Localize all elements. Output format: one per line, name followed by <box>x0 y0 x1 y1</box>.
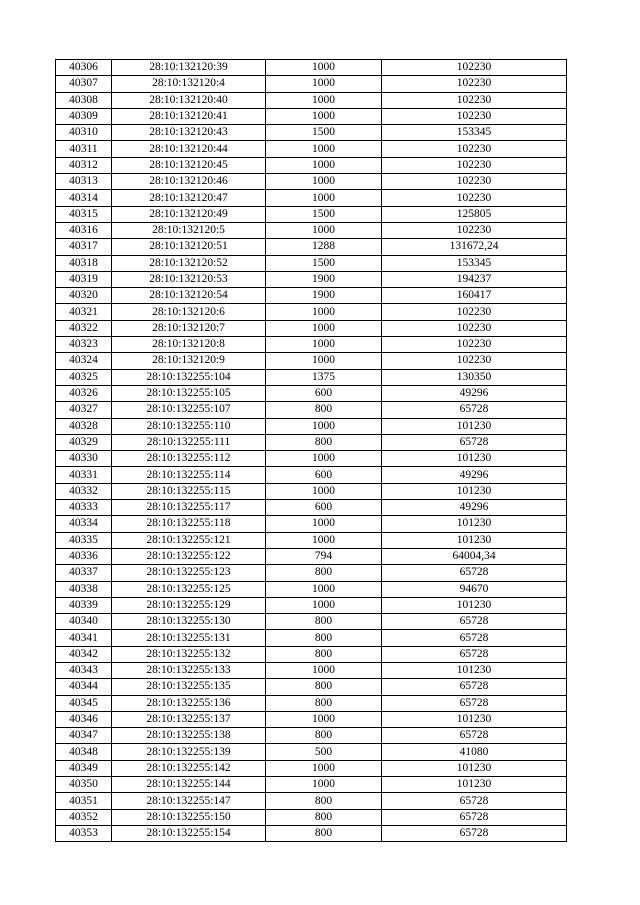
table-row <box>56 125 567 141</box>
row-number-cell: 40348 <box>56 744 112 760</box>
cadastral-number-cell: 28:10:132255:132 <box>112 646 266 662</box>
area-cell: 1000 <box>266 304 382 320</box>
cadastral-number-cell: 28:10:132255:136 <box>112 695 266 711</box>
area-cell: 1000 <box>266 190 382 206</box>
row-number-cell: 40338 <box>56 581 112 597</box>
value-cell: 101230 <box>382 597 567 613</box>
row-number-cell: 40322 <box>56 320 112 336</box>
cadastral-number-cell: 28:10:132255:137 <box>112 711 266 727</box>
area-cell: 1500 <box>266 125 382 141</box>
table-row <box>56 516 567 532</box>
cadastral-number-cell: 28:10:132255:115 <box>112 483 266 499</box>
cadastral-number-cell: 28:10:132255:121 <box>112 532 266 548</box>
cadastral-number-cell: 28:10:132255:138 <box>112 728 266 744</box>
area-cell: 1375 <box>266 369 382 385</box>
value-cell: 65728 <box>382 825 567 841</box>
cadastral-number-cell: 28:10:132120:44 <box>112 141 266 157</box>
value-cell: 153345 <box>382 255 567 271</box>
cadastral-number-cell: 28:10:132120:49 <box>112 206 266 222</box>
area-cell: 1000 <box>266 76 382 92</box>
value-cell: 101230 <box>382 418 567 434</box>
table-row <box>56 825 567 841</box>
cadastral-number-cell: 28:10:132120:7 <box>112 320 266 336</box>
row-number-cell: 40319 <box>56 271 112 287</box>
area-cell: 800 <box>266 565 382 581</box>
row-number-cell: 40310 <box>56 125 112 141</box>
cadastral-number-cell: 28:10:132120:54 <box>112 288 266 304</box>
table-row <box>56 288 567 304</box>
value-cell: 101230 <box>382 662 567 678</box>
value-cell: 102230 <box>382 141 567 157</box>
cadastral-number-cell: 28:10:132255:117 <box>112 500 266 516</box>
area-cell: 600 <box>266 500 382 516</box>
cadastral-number-cell: 28:10:132255:135 <box>112 679 266 695</box>
area-cell: 1000 <box>266 483 382 499</box>
value-cell: 102230 <box>382 92 567 108</box>
cadastral-number-cell: 28:10:132255:110 <box>112 418 266 434</box>
row-number-cell: 40311 <box>56 141 112 157</box>
area-cell: 1500 <box>266 255 382 271</box>
row-number-cell: 40326 <box>56 385 112 401</box>
row-number-cell: 40306 <box>56 60 112 76</box>
cadastral-number-cell: 28:10:132255:130 <box>112 614 266 630</box>
row-number-cell: 40316 <box>56 222 112 238</box>
area-cell: 1000 <box>266 141 382 157</box>
row-number-cell: 40325 <box>56 369 112 385</box>
row-number-cell: 40327 <box>56 402 112 418</box>
table-row <box>56 157 567 173</box>
area-cell: 800 <box>266 695 382 711</box>
row-number-cell: 40342 <box>56 646 112 662</box>
area-cell: 1000 <box>266 516 382 532</box>
row-number-cell: 40349 <box>56 760 112 776</box>
table-row <box>56 369 567 385</box>
cadastral-number-cell: 28:10:132255:105 <box>112 385 266 401</box>
value-cell: 49296 <box>382 467 567 483</box>
table-row <box>56 467 567 483</box>
table-row <box>56 320 567 336</box>
row-number-cell: 40340 <box>56 614 112 630</box>
table-row <box>56 630 567 646</box>
value-cell: 102230 <box>382 174 567 190</box>
area-cell: 794 <box>266 548 382 564</box>
cadastral-number-cell: 28:10:132255:107 <box>112 402 266 418</box>
table-row <box>56 483 567 499</box>
row-number-cell: 40309 <box>56 108 112 124</box>
table-row <box>56 434 567 450</box>
cadastral-number-cell: 28:10:132120:4 <box>112 76 266 92</box>
value-cell: 101230 <box>382 777 567 793</box>
row-number-cell: 40336 <box>56 548 112 564</box>
value-cell: 65728 <box>382 679 567 695</box>
table-row <box>56 760 567 776</box>
value-cell: 65728 <box>382 402 567 418</box>
row-number-cell: 40341 <box>56 630 112 646</box>
cadastral-number-cell: 28:10:132255:139 <box>112 744 266 760</box>
table-row <box>56 418 567 434</box>
row-number-cell: 40328 <box>56 418 112 434</box>
area-cell: 800 <box>266 728 382 744</box>
value-cell: 102230 <box>382 222 567 238</box>
value-cell: 153345 <box>382 125 567 141</box>
value-cell: 41080 <box>382 744 567 760</box>
table-row <box>56 60 567 76</box>
row-number-cell: 40346 <box>56 711 112 727</box>
cadastral-number-cell: 28:10:132255:147 <box>112 793 266 809</box>
area-cell: 1000 <box>266 222 382 238</box>
area-cell: 800 <box>266 679 382 695</box>
area-cell: 1000 <box>266 581 382 597</box>
value-cell: 49296 <box>382 385 567 401</box>
area-cell: 1000 <box>266 760 382 776</box>
cadastral-number-cell: 28:10:132120:52 <box>112 255 266 271</box>
value-cell: 65728 <box>382 646 567 662</box>
value-cell: 102230 <box>382 60 567 76</box>
area-cell: 1000 <box>266 157 382 173</box>
table-row <box>56 76 567 92</box>
area-cell: 800 <box>266 614 382 630</box>
area-cell: 1000 <box>266 662 382 678</box>
row-number-cell: 40323 <box>56 337 112 353</box>
table-row <box>56 451 567 467</box>
table-row <box>56 174 567 190</box>
value-cell: 125805 <box>382 206 567 222</box>
value-cell: 102230 <box>382 157 567 173</box>
table-row <box>56 271 567 287</box>
row-number-cell: 40320 <box>56 288 112 304</box>
table-row <box>56 646 567 662</box>
row-number-cell: 40317 <box>56 239 112 255</box>
area-cell: 1288 <box>266 239 382 255</box>
table-row <box>56 385 567 401</box>
table-row <box>56 255 567 271</box>
row-number-cell: 40334 <box>56 516 112 532</box>
cadastral-number-cell: 28:10:132120:40 <box>112 92 266 108</box>
row-number-cell: 40345 <box>56 695 112 711</box>
table-row <box>56 777 567 793</box>
table-body <box>56 60 567 842</box>
value-cell: 102230 <box>382 320 567 336</box>
cadastral-number-cell: 28:10:132255:150 <box>112 809 266 825</box>
cadastral-number-cell: 28:10:132120:53 <box>112 271 266 287</box>
table-row <box>56 92 567 108</box>
table-row <box>56 141 567 157</box>
row-number-cell: 40347 <box>56 728 112 744</box>
area-cell: 1000 <box>266 60 382 76</box>
data-table <box>55 59 567 842</box>
table-row <box>56 402 567 418</box>
table-row <box>56 222 567 238</box>
table-row <box>56 695 567 711</box>
row-number-cell: 40350 <box>56 777 112 793</box>
row-number-cell: 40333 <box>56 500 112 516</box>
value-cell: 194237 <box>382 271 567 287</box>
table-row <box>56 711 567 727</box>
cadastral-number-cell: 28:10:132120:6 <box>112 304 266 320</box>
value-cell: 102230 <box>382 190 567 206</box>
table-row <box>56 108 567 124</box>
table-row <box>56 304 567 320</box>
value-cell: 65728 <box>382 565 567 581</box>
row-number-cell: 40352 <box>56 809 112 825</box>
row-number-cell: 40324 <box>56 353 112 369</box>
area-cell: 1000 <box>266 451 382 467</box>
value-cell: 101230 <box>382 532 567 548</box>
value-cell: 101230 <box>382 451 567 467</box>
area-cell: 1000 <box>266 337 382 353</box>
cadastral-number-cell: 28:10:132255:133 <box>112 662 266 678</box>
cadastral-number-cell: 28:10:132255:142 <box>112 760 266 776</box>
value-cell: 102230 <box>382 353 567 369</box>
row-number-cell: 40330 <box>56 451 112 467</box>
value-cell: 131672,24 <box>382 239 567 255</box>
area-cell: 600 <box>266 467 382 483</box>
cadastral-number-cell: 28:10:132255:118 <box>112 516 266 532</box>
value-cell: 102230 <box>382 304 567 320</box>
row-number-cell: 40314 <box>56 190 112 206</box>
cadastral-number-cell: 28:10:132120:5 <box>112 222 266 238</box>
cadastral-number-cell: 28:10:132120:8 <box>112 337 266 353</box>
area-cell: 800 <box>266 434 382 450</box>
value-cell: 65728 <box>382 809 567 825</box>
value-cell: 65728 <box>382 695 567 711</box>
value-cell: 130350 <box>382 369 567 385</box>
cadastral-number-cell: 28:10:132255:131 <box>112 630 266 646</box>
table-row <box>56 565 567 581</box>
value-cell: 160417 <box>382 288 567 304</box>
cadastral-number-cell: 28:10:132255:125 <box>112 581 266 597</box>
row-number-cell: 40335 <box>56 532 112 548</box>
cadastral-number-cell: 28:10:132255:104 <box>112 369 266 385</box>
row-number-cell: 40343 <box>56 662 112 678</box>
area-cell: 1000 <box>266 777 382 793</box>
area-cell: 1900 <box>266 288 382 304</box>
row-number-cell: 40353 <box>56 825 112 841</box>
row-number-cell: 40308 <box>56 92 112 108</box>
area-cell: 800 <box>266 809 382 825</box>
table-row <box>56 337 567 353</box>
area-cell: 1000 <box>266 108 382 124</box>
cadastral-number-cell: 28:10:132255:111 <box>112 434 266 450</box>
table-row <box>56 532 567 548</box>
cadastral-number-cell: 28:10:132120:51 <box>112 239 266 255</box>
value-cell: 101230 <box>382 483 567 499</box>
value-cell: 101230 <box>382 516 567 532</box>
row-number-cell: 40315 <box>56 206 112 222</box>
area-cell: 800 <box>266 793 382 809</box>
table-row <box>56 809 567 825</box>
area-cell: 500 <box>266 744 382 760</box>
row-number-cell: 40318 <box>56 255 112 271</box>
table-row <box>56 581 567 597</box>
table-row <box>56 239 567 255</box>
cadastral-number-cell: 28:10:132255:123 <box>112 565 266 581</box>
cadastral-number-cell: 28:10:132255:122 <box>112 548 266 564</box>
table-row <box>56 206 567 222</box>
row-number-cell: 40312 <box>56 157 112 173</box>
value-cell: 94670 <box>382 581 567 597</box>
area-cell: 1000 <box>266 92 382 108</box>
area-cell: 1000 <box>266 532 382 548</box>
table-row <box>56 679 567 695</box>
area-cell: 800 <box>266 402 382 418</box>
value-cell: 65728 <box>382 728 567 744</box>
cadastral-number-cell: 28:10:132120:46 <box>112 174 266 190</box>
row-number-cell: 40321 <box>56 304 112 320</box>
value-cell: 64004,34 <box>382 548 567 564</box>
table-row <box>56 597 567 613</box>
value-cell: 101230 <box>382 711 567 727</box>
area-cell: 1000 <box>266 353 382 369</box>
area-cell: 1000 <box>266 320 382 336</box>
table-row <box>56 728 567 744</box>
table-row <box>56 548 567 564</box>
row-number-cell: 40344 <box>56 679 112 695</box>
value-cell: 102230 <box>382 337 567 353</box>
table-row <box>56 793 567 809</box>
row-number-cell: 40339 <box>56 597 112 613</box>
row-number-cell: 40351 <box>56 793 112 809</box>
cadastral-number-cell: 28:10:132120:41 <box>112 108 266 124</box>
value-cell: 65728 <box>382 630 567 646</box>
cadastral-number-cell: 28:10:132255:154 <box>112 825 266 841</box>
cadastral-number-cell: 28:10:132120:45 <box>112 157 266 173</box>
area-cell: 800 <box>266 825 382 841</box>
table-row <box>56 614 567 630</box>
value-cell: 65728 <box>382 793 567 809</box>
row-number-cell: 40331 <box>56 467 112 483</box>
cadastral-number-cell: 28:10:132120:9 <box>112 353 266 369</box>
area-cell: 1000 <box>266 597 382 613</box>
area-cell: 1000 <box>266 711 382 727</box>
cadastral-number-cell: 28:10:132255:112 <box>112 451 266 467</box>
row-number-cell: 40307 <box>56 76 112 92</box>
value-cell: 49296 <box>382 500 567 516</box>
row-number-cell: 40313 <box>56 174 112 190</box>
cadastral-number-cell: 28:10:132255:144 <box>112 777 266 793</box>
area-cell: 800 <box>266 630 382 646</box>
value-cell: 102230 <box>382 108 567 124</box>
area-cell: 1500 <box>266 206 382 222</box>
cadastral-number-cell: 28:10:132120:43 <box>112 125 266 141</box>
table-row <box>56 353 567 369</box>
area-cell: 600 <box>266 385 382 401</box>
area-cell: 1900 <box>266 271 382 287</box>
cadastral-number-cell: 28:10:132120:47 <box>112 190 266 206</box>
table-row <box>56 500 567 516</box>
row-number-cell: 40337 <box>56 565 112 581</box>
area-cell: 800 <box>266 646 382 662</box>
row-number-cell: 40329 <box>56 434 112 450</box>
value-cell: 65728 <box>382 614 567 630</box>
cadastral-number-cell: 28:10:132120:39 <box>112 60 266 76</box>
table-row <box>56 662 567 678</box>
table-row <box>56 190 567 206</box>
value-cell: 101230 <box>382 760 567 776</box>
cadastral-number-cell: 28:10:132255:114 <box>112 467 266 483</box>
table-row <box>56 744 567 760</box>
row-number-cell: 40332 <box>56 483 112 499</box>
value-cell: 102230 <box>382 76 567 92</box>
area-cell: 1000 <box>266 418 382 434</box>
cadastral-number-cell: 28:10:132255:129 <box>112 597 266 613</box>
area-cell: 1000 <box>266 174 382 190</box>
value-cell: 65728 <box>382 434 567 450</box>
